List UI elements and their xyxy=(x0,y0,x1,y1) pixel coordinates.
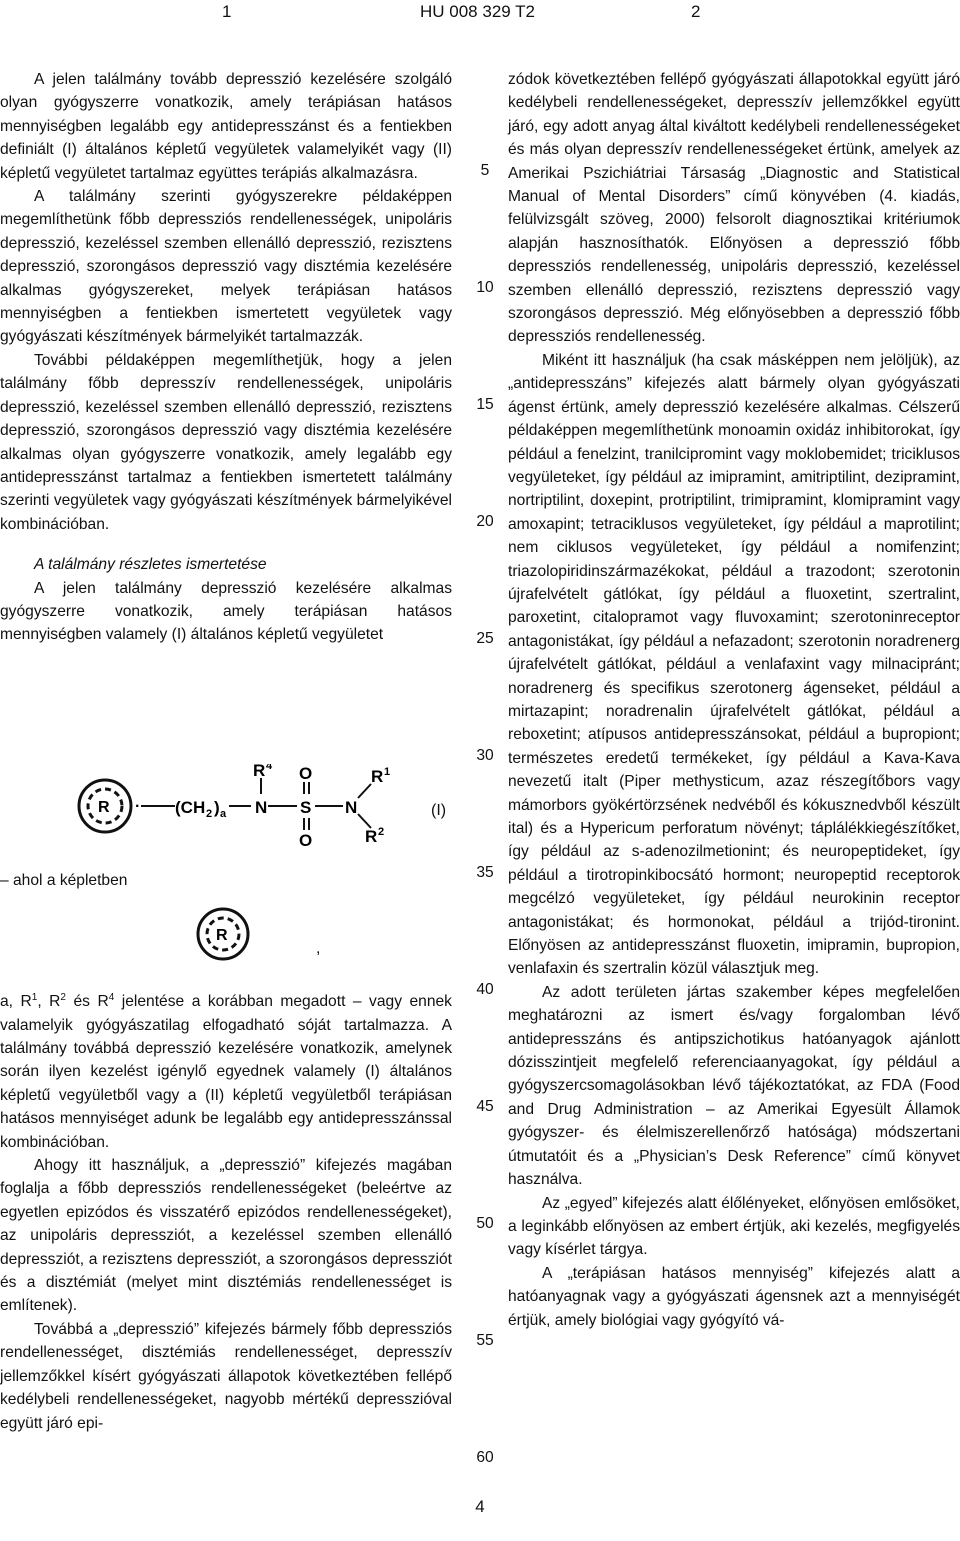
line-number: 15 xyxy=(476,396,494,413)
line-number: 5 xyxy=(480,162,490,179)
svg-text:): ) xyxy=(214,798,220,817)
paragraph: A jelen találmány depresszió kezelésére alkalmas gyógyszerre vonatkozik, amely terápiásan hatásos mennyiségben valamely (I) általános képletű vegyületet xyxy=(0,579,452,644)
paragraph: A jelen találmány tovább depresszió kezelésére szolgáló olyan gyógyszerre vonatkozik, amely terápiásan hatásos mennyiségben legalább egy antidepresszánst és a fentiekben definiált (I) általános képletű vegyületek valamelyikét vagy (II) képletű vegyületet tartalmaz együttes terápiás alkalmazásra. xyxy=(0,71,452,182)
document-id: HU 008 329 T2 xyxy=(420,2,535,21)
n2-label: N xyxy=(345,798,358,817)
right-page-number: 2 xyxy=(691,2,701,21)
svg-text:R: R xyxy=(371,767,384,786)
paragraph: zódok következtében fellépő gyógyászati állapotokkal együtt járó kedélybeli rendellenességeket, depresszív jellemzőkkel együtt járó, egy adott anyag által kiváltott kedélybeli rendellenességeket és más olyan depresszív rendellenességeket értünk, amelyek az Amerikai Pszichiátriai Társaság „Diagnostic and Statistical Manual of Mental Disorders” című könyvében (4. kiadás, felülvizsgált szöveg, 2000) felsorolt diagnosztikai kritériumok alapján hasznosíthatók. Előnyösen a depresszió főbb depressziós rendellenesség, unipoláris depresszió, kezeléssel szemben ellenálló depresszió, rezisztens depresszió vagy szorongásos depresszió. Még előnyösebben a depresszió főbb depressziós rendellenesség. xyxy=(508,71,960,346)
line-number: 30 xyxy=(476,747,494,764)
s-label: S xyxy=(300,798,312,817)
svg-text:2: 2 xyxy=(206,808,213,820)
svg-text:4: 4 xyxy=(266,764,273,772)
line-number: 40 xyxy=(476,981,494,998)
o-bottom-label: O xyxy=(299,831,313,848)
line-number: 10 xyxy=(476,279,494,296)
paragraph: Ahogy itt használjuk, a „depresszió” kifejezés magában foglalja a főbb depressziós rendellenességeket (beleértve az egyetlen epizódos és visszatérő epizódos rendellenességeket), az unipoláris depressziót, a kezeléssel szemben ellenálló depressziót, a rezisztens depressziót, a szorongásos depressziót és a disztémiát (melyet mint disztémiás rendellenességet is említenek). xyxy=(0,1157,452,1315)
paragraph: Miként itt használjuk (ha csak másképpen nem jelöljük), az „antidepresszáns” kifejezés alatt bármely olyan gyógyászati ágenst értünk, amely depresszió kezelésére alkalmas. Célszerű példaképpen megemlíthetünk monoamin oxidáz inhibitorokat, így például a fenelzint, tranilcipromint vagy moklobemidet; triciklusos vegyületeket, így például az imipramint, amitriptilint, dezipramint, nortriptilint, doxepint, protriptilint, trimipramint, klomipramint vagy amoxapint; tetraciklusos vegyületeket, így például a maprotilint; nem ciklusos vegyületeket, így például a nomifenzint; triazolopiridinszármazékokat, például a trazodont; szerotonin újrafelvételt gátlókat, így például a fluoxetint, szertralint, paroxetint, citalopramot vagy fluvoxamint; szerotoninreceptor antagonistákat, így például a nefazadont; szerotonin noradrenerg újrafelvételt gátlókat, például a venlafaxint vagy milnacipránt; noradrenerg és specifikus szerotonerg ágenseket, például a mirtazapint; noradrenalin újrafelvételt gátlókat, például a reboxetint; atípusos antidepresszánsokat, például a bupropiont; természetes eredetű termékeket, így például a Kava-Kava nevezetű italt (Piper methysticum, azaz részegítőbors vagy mámorbors gyökértörzsének nedvéből és kókusznedvből készült ital) és a Hypericum perforatum növényt; táplálékkiegészítőket, így például az s-adenozilmetionint; és neuropeptideket, így például a tirotropinkibocsátó hormont; neuropeptid receptorok megcélzó vegyületeket, így például neurokinin receptor antagonistákat; és hormonokat, például a trijód-tironint. Előnyösen az antidepresszánst fluoxetin, imipramin, bupropion, venlafaxin és szertralin közül választjuk meg. xyxy=(508,351,960,978)
right-column xyxy=(508,68,960,1332)
paragraph: További példaképpen megemlíthetjük, hogy a jelen találmány főbb depresszív rendellenességek, unipoláris depresszió, kezeléssel szemben ellenálló depresszió, rezisztens depresszió, szorongásos depresszió vagy disztémia kezelésére alkalmas olyan gyógyszerre vonatkozik, amely legalább egy antidepresszánst tartalmaz a fentiekben ismertetett találmány szerinti vegyületek vagy gyógyászati készítmények bármelyikével kombinációban. xyxy=(0,351,452,533)
chain-label: (CH xyxy=(175,798,206,817)
svg-text:1: 1 xyxy=(384,766,391,778)
section-heading: A találmány részletes ismertetése xyxy=(34,556,267,574)
definition-text: jelentése a korábban megadott – vagy ennek valamelyik gyógyászatilag elfogadható sóját tartalmazza. A találmány továbbá depresszió kezelésére vonatkozik, amelynek során ilyen kezelést igénylő egyednek valamely (I) általános képletű vegyületből vagy a (II) képletű vegyületből terápiásan hatásos mennyiséget adunk be legalább egy antidepresszánssal kombinációban. xyxy=(0,993,452,1151)
left-page-number: 1 xyxy=(222,2,232,21)
line-number: 45 xyxy=(476,1098,494,1115)
line-number: 20 xyxy=(476,513,494,530)
paragraph: Az adott területen jártas szakember képes megfelelően meghatározni az ismert és/vagy forgalomban lévő antidepresszáns és antipszichotikus hatóanyagok ajánlott dózisszintjeit megfelelő referenciaanyagokat, így például a gyógyszercsomagolásokban lévő tájékoztatókat, az FDA (Food and Drug Administration – az Amerikai Egyesült Államok gyógyszer- és élelmiszerellenőrző hatósága) módszertani útmutatóit és a „Physician’s Desk Reference” című könyvet használva. xyxy=(508,983,960,1189)
svg-text:a: a xyxy=(220,808,227,820)
definition-paragraph: a, $R^1$, $R^2$ és $R^4$ jelentése a korábban megadott – vagy ennek valamelyik gyógyászatilag elfogadható sóját tartalmazza. A találmány továbbá depresszió kezelésére vonatkozik, amelynek során ilyen kezelést igénylő egyednek valamely (I) általános képletű vegyületből vagy a (II) képletű vegyületből terápiásan hatásos mennyiséget adunk be legalább egy antidepresszánssal kombinációban. xyxy=(0,992,452,1151)
line-number: 60 xyxy=(476,1449,494,1466)
ring-label: R xyxy=(98,799,110,816)
o-top-label: O xyxy=(299,764,313,783)
line-number: 35 xyxy=(476,864,494,881)
svg-text:R: R xyxy=(253,764,266,780)
svg-text:2: 2 xyxy=(378,826,385,838)
svg-text:·: · xyxy=(135,798,141,815)
ring-r-structure xyxy=(195,906,255,962)
n1-label: N xyxy=(255,798,268,817)
paragraph: A találmány szerinti gyógyszerekre példaképpen megemlíthetünk főbb depressziós rendellenességek, unipoláris depresszió, kezeléssel szemben ellenálló depresszió, rezisztens depresszió, szorongásos depresszió vagy disztémia kezelésére alkalmas gyógyszereket, melyek terápiásan hatásos mennyiségben a fentiekben ismertetett vegyületek vagy gyógyászati készítmények bármelyikét tartalmazzák. xyxy=(0,188,452,346)
ahol-line: – ahol a képletben xyxy=(0,872,128,889)
paragraph: Továbbá a „depresszió” kifejezés bármely főbb depressziós rendellenességet, disztémiás rendellenességet, depresszív jellemzőkkel kísért gyógyászati állapotok következtében fellépő kedélybeli rendellenességeket, nagyobb mértékű depresszióval együtt járó epi- xyxy=(0,1320,452,1432)
line-number: 25 xyxy=(476,630,494,647)
left-column-bottom xyxy=(0,986,452,1435)
left-column-top xyxy=(0,68,452,647)
formula-label: (I) xyxy=(431,802,447,819)
svg-text:R: R xyxy=(216,927,228,944)
comma: , xyxy=(316,940,321,957)
line-number: 50 xyxy=(476,1215,494,1232)
svg-text:R: R xyxy=(365,827,378,846)
paragraph: A „terápiásan hatásos mennyiség” kifejezés alatt a hatóanyagnak vagy a gyógyászati ágensnek azt a mennyiségét értjük, amely biológiai vagy gyógyító vá- xyxy=(508,1264,960,1329)
paragraph: Az „egyed” kifejezés alatt élőlényeket, előnyösen emlősöket, a leginkább előnyösen az embert értjük, aki kezelés, megfigyelés vagy kísérlet tárgya. xyxy=(508,1194,960,1259)
footer-page-number: 4 xyxy=(475,1497,485,1516)
line-number: 55 xyxy=(476,1332,494,1349)
